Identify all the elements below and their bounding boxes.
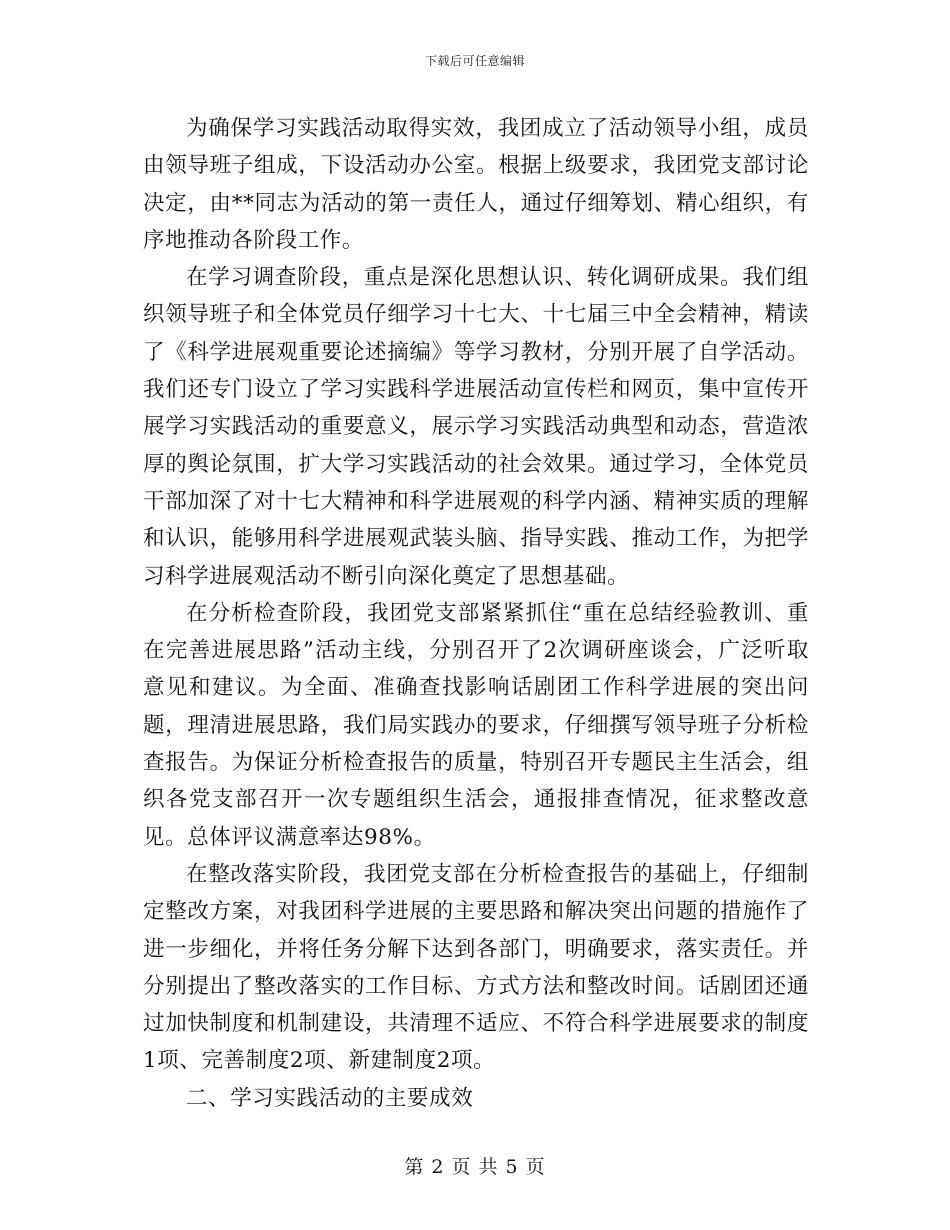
page-header: 下载后可任意编辑 xyxy=(424,54,525,68)
paragraph: 为确保学习实践活动取得实效，我团成立了活动领导小组，成员由领导班子组成，下设活动办公室。根据上级要求，我团党支部讨论决定，由**同志为活动的第一责任人，通过仔细筹划、精心组织，有序地推动各阶段工作。 xyxy=(143,116,809,253)
section-heading: 二、学习实践活动的主要成效 xyxy=(186,1085,474,1111)
document-body xyxy=(143,110,809,1117)
paragraph: 在分析检查阶段，我团党支部紧紧抓住“重在总结经验教训、重在完善进展思路”活动主线，分别召开了2次调研座谈会，广泛听取意见和建议。为全面、准确查找影响话剧团工作科学进展的突出问题，理清进展思路，我们局实践办的要求，仔细撰写领导班子分析检查报告。为保证分析检查报告的质量，特别召开专题民主生活会，组织各党支部召开一次专题组织生活会，通报排查情况，征求整改意见。总体评议满意率达98%。 xyxy=(143,600,809,850)
paragraph: 在整改落实阶段，我团党支部在分析检查报告的基础上，仔细制定整改方案，对我团科学进展的主要思路和解决突出问题的措施作了进一步细化，并将任务分解下达到各部门，明确要求，落实责任。并分别提出了整改落实的工作目标、方式方法和整改时间。话剧团还通过加快制度和机制建设，共清理不适应、不符合科学进展要求的制度1项、完善制度2项、新建制度2项。 xyxy=(143,861,809,1074)
page-footer: 第 2 页 共 5 页 xyxy=(404,1156,546,1178)
paragraph: 在学习调查阶段，重点是深化思想认识、转化调研成果。我们组织领导班子和全体党员仔细学习十七大、十七届三中全会精神，精读了《科学进展观重要论述摘编》等学习教材，分别开展了自学活动。我们还专门设立了学习实践科学进展活动宣传栏和网页，集中宣传开展学习实践活动的重要意义，展示学习实践活动典型和动态，营造浓厚的舆论氛围，扩大学习实践活动的社会效果。通过学习，全体党员干部加深了对十七大精神和科学进展观的科学内涵、精神实质的理解和认识，能够用科学进展观武装头脑、指导实践、推动工作，为把学习科学进展观活动不断引向深化奠定了思想基础。 xyxy=(143,265,809,589)
